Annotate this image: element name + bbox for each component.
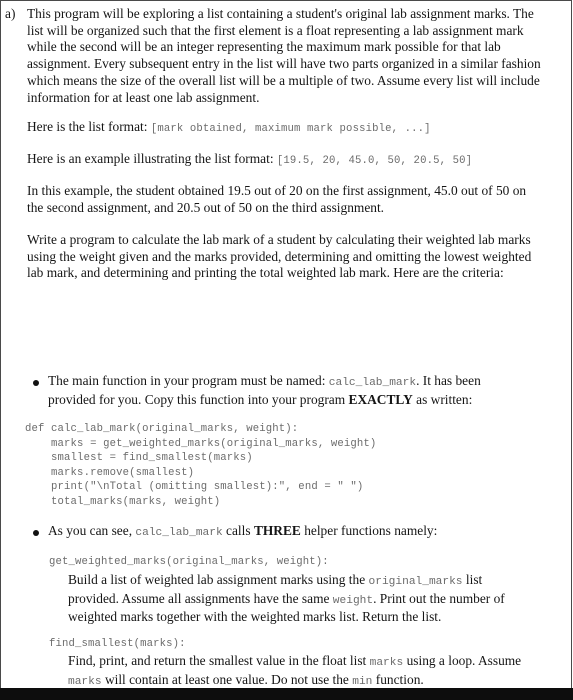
helper-2-c2: marks	[68, 675, 102, 688]
bullet-2-bold: THREE	[253, 523, 301, 538]
helper-1-description	[68, 572, 518, 626]
code-line-1: def calc_lab_mark(original_marks, weight):	[25, 423, 299, 435]
bullet-1-pre: The main function in your program must be named:	[48, 373, 326, 388]
code-line-6: total_marks(marks, weight)	[25, 496, 221, 508]
bullet-2-func: calc_lab_mark	[135, 527, 223, 539]
bottom-bar	[0, 688, 573, 700]
code-line-5: print("\nTotal (omitting smallest):", end = " ")	[25, 481, 364, 494]
example-code: [19.5, 20, 45.0, 50, 20.5, 50]	[276, 155, 473, 167]
bullet-2-dot	[33, 530, 39, 536]
format-line	[27, 119, 431, 138]
code-line-2: marks = get_weighted_marks(original_marks, weight)	[25, 437, 377, 450]
helper-2-c1: marks	[369, 657, 404, 669]
bullet-2-end: helper functions namely:	[304, 523, 438, 538]
helper-1-signature: get_weighted_marks(original_marks, weight):	[49, 556, 329, 568]
bullet-1-dot	[33, 380, 39, 386]
part-label: a)	[5, 6, 16, 21]
example-label: Here is an example illustrating the list format:	[27, 151, 274, 166]
helper-1-t3: . Print out the number of weighted marks together with the weighted marks list. Return the list.	[68, 590, 505, 625]
helper-2-t3: will contain at least one value. Do not use the	[104, 671, 349, 687]
code-block	[1, 422, 571, 518]
format-label: Here is the list format:	[27, 119, 148, 134]
bullet-1-post: . It has been provided for you. Copy this function into your program	[48, 373, 481, 407]
explanation-paragraph: In this example, the student obtained 19.5 out of 20 on the first assignment, 45.0 out of 50 on the second assignment, and 20.5 out of 50 on the third assignment.	[27, 183, 527, 215]
helper-1-t1: Build a list of weighted lab assignment marks using the	[68, 572, 366, 587]
helper-2-signature: find_smallest(marks):	[49, 638, 186, 650]
helper-2-description	[68, 653, 528, 690]
helper-1-c2: weight	[332, 594, 374, 607]
helper-2-t1: Find, print, and return the smallest value in the float list	[68, 653, 367, 668]
code-line-3: smallest = find_smallest(marks)	[25, 452, 253, 465]
helper-1-t2: list provided. Assume all assignments have the same	[68, 572, 483, 606]
intro-paragraph: This program will be exploring a list containing a student's original lab assignment marks. The list will be organized such that the first element is a float representing a lab assignment mark while the second will be an integer representing the maximum mark possible for that lab assignment. Every subsequent entry in the list will have two parts organized in a similar fashion which means the size of the overall list will be a multiple of two. Assume every list will include information for at least one lab assignment.	[27, 6, 541, 105]
bullet-1-bold: EXACTLY	[348, 391, 413, 407]
bullet-2-pre: As you can see,	[48, 523, 133, 538]
helper-2-t2: using a loop. Assume	[406, 653, 522, 668]
bullet-1-end: as written:	[416, 391, 473, 407]
format-code: [mark obtained, maximum mark possible, ...]	[150, 123, 431, 135]
helper-2-t4: function.	[375, 671, 424, 687]
bullet-1-text	[48, 373, 528, 408]
bullet-2-mid: calls	[226, 523, 251, 538]
code-line-4: marks.remove(smallest)	[25, 466, 195, 479]
helper-2-c3: min	[352, 675, 373, 688]
helper-1-c1: original_marks	[368, 576, 463, 588]
bullet-1-func: calc_lab_mark	[328, 377, 417, 389]
task-paragraph: Write a program to calculate the lab mark of a student by calculating their weighted lab marks using the weight given and the marks provided, determining and omitting the lowest weighted lab mark, and determining and printing the total weighted lab mark. Here are the criteria:	[27, 232, 532, 281]
example-line	[27, 151, 472, 170]
bullet-2-text	[48, 523, 548, 542]
